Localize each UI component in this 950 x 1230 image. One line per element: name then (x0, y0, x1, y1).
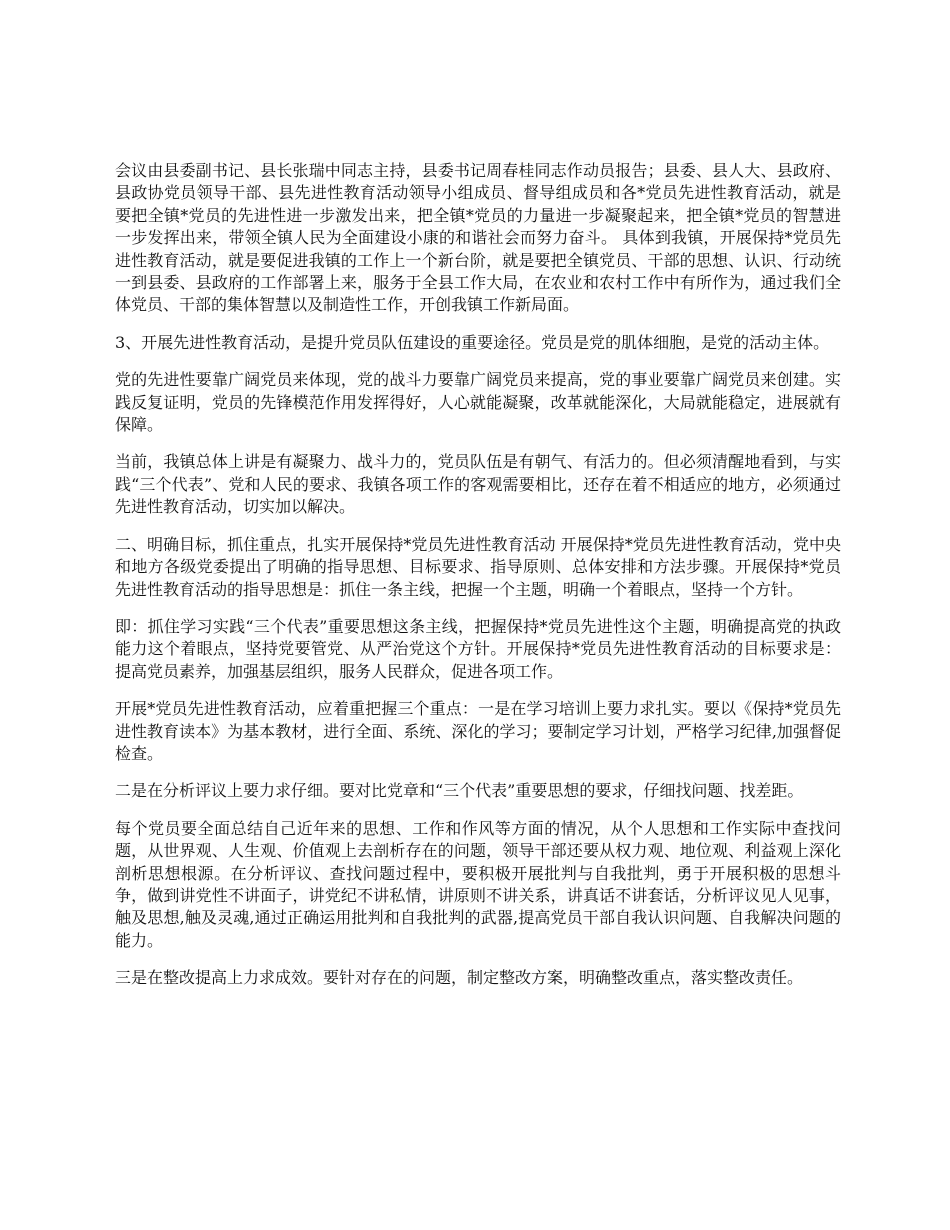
paragraph: 开展*党员先进性教育活动，应着重把握三个重点：一是在学习培训上要力求扎实。要以《保持*党员先进性教育读本》为基本教材，进行全面、系统、深化的学习；要制定学习计划，严格学习纪律,加强督促检查。 (115, 699, 841, 763)
paragraph: 每个党员要全面总结自己近年来的思想、工作和作风等方面的情况，从个人思想和工作实际中查找问题，从世界观、人生观、价值观上去剖析存在的问题，领导干部还要从权力观、地位观、利益观上深化剖析思想根源。在分析评议、查找问题过程中，要积极开展批判与自我批判，勇于开展积极的思想斗争，做到讲党性不讲面子，讲党纪不讲私情，讲原则不讲关系，讲真话不讲套话，分析评议见人见事，触及思想,触及灵魂,通过正确运用批判和自我批判的武器,提高党员干部自我认识问题、自我解决问题的能力。 (115, 818, 841, 950)
paragraph: 会议由县委副书记、县长张瑞中同志主持，县委书记周春桂同志作动员报告；县委、县人大、县政府、县政协党员领导干部、县先进性教育活动领导小组成员、督导组成员和各*党员先进性教育活动，就是要把全镇*党员的先进性进一步激发出来，把全镇*党员的力量进一步凝聚起来，把全镇*党员的智慧进一步发挥出来，带领全镇人民为全面建设小康的和谐社会而努力奋斗。 具体到我镇，开展保持*党员先进性教育活动，就是要促进我镇的工作上一个新台阶，就是要把全镇党员、干部的思想、认识、行动统一到县委、县政府的工作部署上来，服务于全县工作大局，在农业和农村工作中有所作为，通过我们全体党员、干部的集体智慧以及制造性工作，开创我镇工作新局面。 (115, 161, 841, 315)
document-body (115, 160, 841, 1005)
paragraph: 即：抓住学习实践“三个代表”重要思想这条主线，把握保持*党员先进性这个主题，明确提高党的执政能力这个着眼点，坚持党要管党、从严治党这个方针。开展保持*党员先进性教育活动的目标要求是：提高党员素养，加强基层组织，服务人民群众，促进各项工作。 (115, 616, 841, 681)
paragraph: 3、开展先进性教育活动，是提升党员队伍建设的重要途径。党员是党的肌体细胞，是党的活动主体。 (115, 332, 830, 352)
paragraph: 二、明确目标，抓住重点，扎实开展保持*党员先进性教育活动 开展保持*党员先进性教育活动，党中央和地方各级党委提出了明确的指导思想、目标要求、指导原则、总体安排和方法步骤。开展保持*党员先进性教育活动的指导思想是：抓住一条主线，把握一个主题，明确一个着眼点，坚持一个方针。 (115, 534, 841, 599)
paragraph: 当前，我镇总体上讲是有凝聚力、战斗力的，党员队伍是有朝气、有活力的。但必须清醒地看到，与实践“三个代表”、党和人民的要求、我镇各项工作的客观需要相比，还存在着不相适应的地方，必须通过先进性教育活动，切实加以解决。 (115, 452, 841, 517)
paragraph: 三是在整改提高上力求成效。要针对存在的问题，制定整改方案，明确整改重点，落实整改责任。 (115, 968, 804, 988)
paragraph: 党的先进性要靠广阔党员来体现，党的战斗力要靠广阔党员来提高，党的事业要靠广阔党员来创建。实践反复证明，党员的先锋模范作用发挥得好，人心就能凝聚，改革就能深化，大局就能稳定，进展就有保障。 (115, 370, 841, 435)
paragraph: 二是在分析评议上要力求仔细。要对比党章和“三个代表”重要思想的要求，仔细找问题、找差距。 (115, 781, 804, 801)
